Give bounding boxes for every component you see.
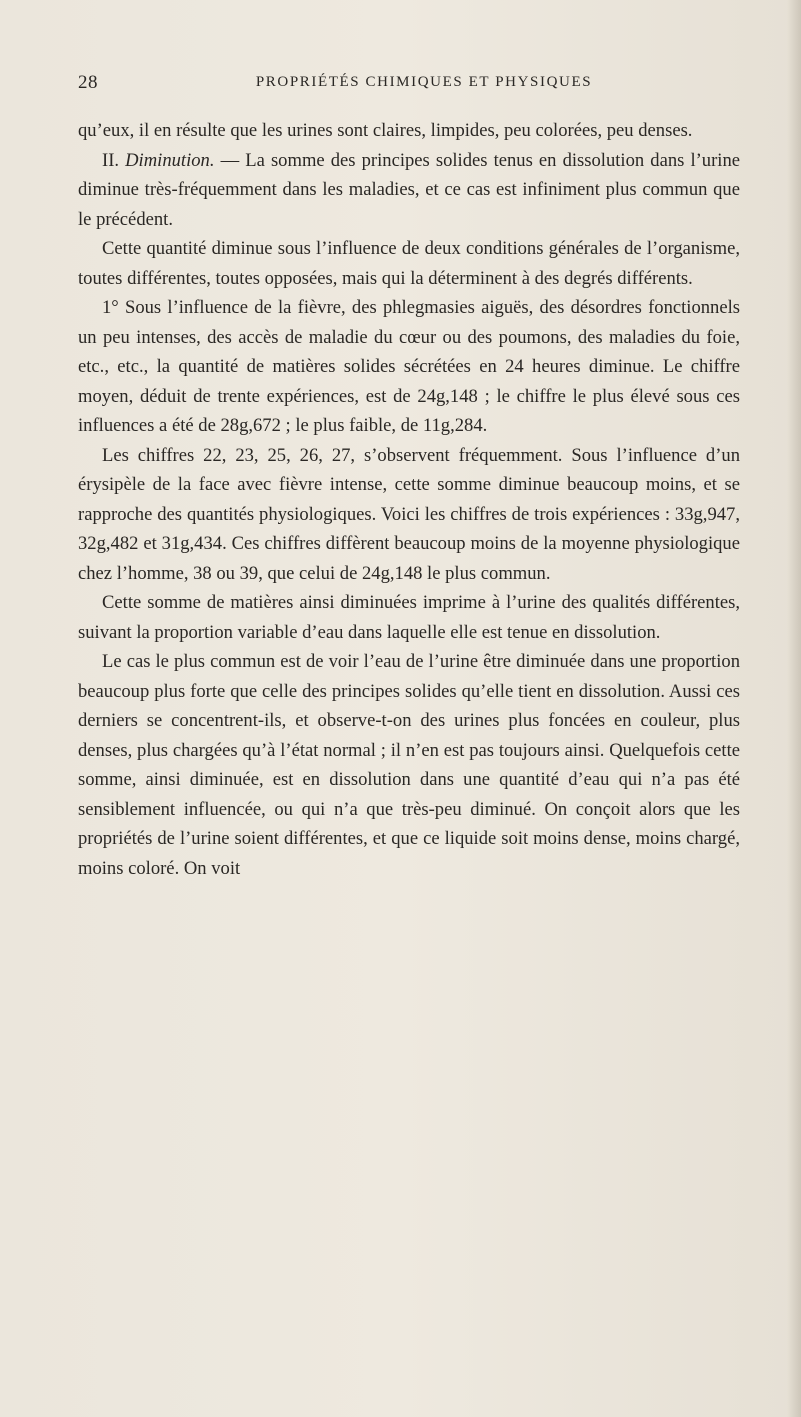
paragraph-section-diminution: II. Diminution. — La somme des principes solides tenus en dissolution dans l’urine diminue très-fréquemment dans les maladies, et ce cas est infiniment plus commun que le précédent. [78,149,740,230]
paragraph: Cette quantité diminue sous l’influence de deux conditions générales de l’organisme, toutes différentes, toutes opposées, mais qui la déterminent à des degrés différents. [78,238,740,289]
paragraph: Le cas le plus commun est de voir l’eau de l’urine être diminuée dans une proportion beaucoup plus forte que celle des principes solides qu’elle tient en dissolution. Aussi ces derniers se concentrent-ils, et observe-t-on des urines plus foncées en couleur, plus denses, plus chargées qu’à l’état normal ; il n’en est pas toujours ainsi. Quelquefois cette somme, ainsi diminuée, est en dissolution dans une quantité d’eau qui n’a pas été sensiblement influencée, ou qui n’a que très-peu diminué. On conçoit alors que les propriétés de l’urine soient différentes, et que ce liquide soit moins dense, moins chargé, moins coloré. On voit [78,651,740,879]
body-text [78,116,740,883]
paragraph-continuation: qu’eux, il en résulte que les urines sont claires, limpides, peu colorées, peu denses. [78,120,693,141]
paragraph: Cette somme de matières ainsi diminuées imprime à l’urine des qualités différentes, suivant la proportion variable d’eau dans laquelle elle est tenue en dissolution. [78,592,740,643]
paragraph: Les chiffres 22, 23, 25, 26, 27, s’observent fréquemment. Sous l’influence d’un érysipèle de la face avec fièvre intense, cette somme diminue beaucoup moins, et se rapproche des quantités physiologiques. Voici les chiffres de trois expériences : 33g,947, 32g,482 et 31g,434. Ces chiffres diffèrent beaucoup moins de la moyenne physiologique chez l’homme, 38 ou 39, que celui de 24g,148 le plus commun. [78,444,740,584]
page-header [78,72,740,100]
section-number: II. [102,149,126,171]
running-title: PROPRIÉTÉS CHIMIQUES ET PHYSIQUES [255,74,593,90]
page-number: 28 [78,72,98,93]
section-title: Diminution. [125,149,215,171]
paragraph: 1° Sous l’influence de la fièvre, des phlegmasies aiguës, des désordres fonctionnels un peu intenses, des accès de maladie du cœur ou des poumons, des maladies du foie, etc., etc., la quantité de matières solides sécrétées en 24 heures diminue. Le chiffre moyen, déduit de trente expériences, est de 24g,148 ; le chiffre le plus élevé sous ces influences a été de 28g,672 ; le plus faible, de 11g,284. [78,297,740,436]
page-edge-shadow [787,0,801,1417]
